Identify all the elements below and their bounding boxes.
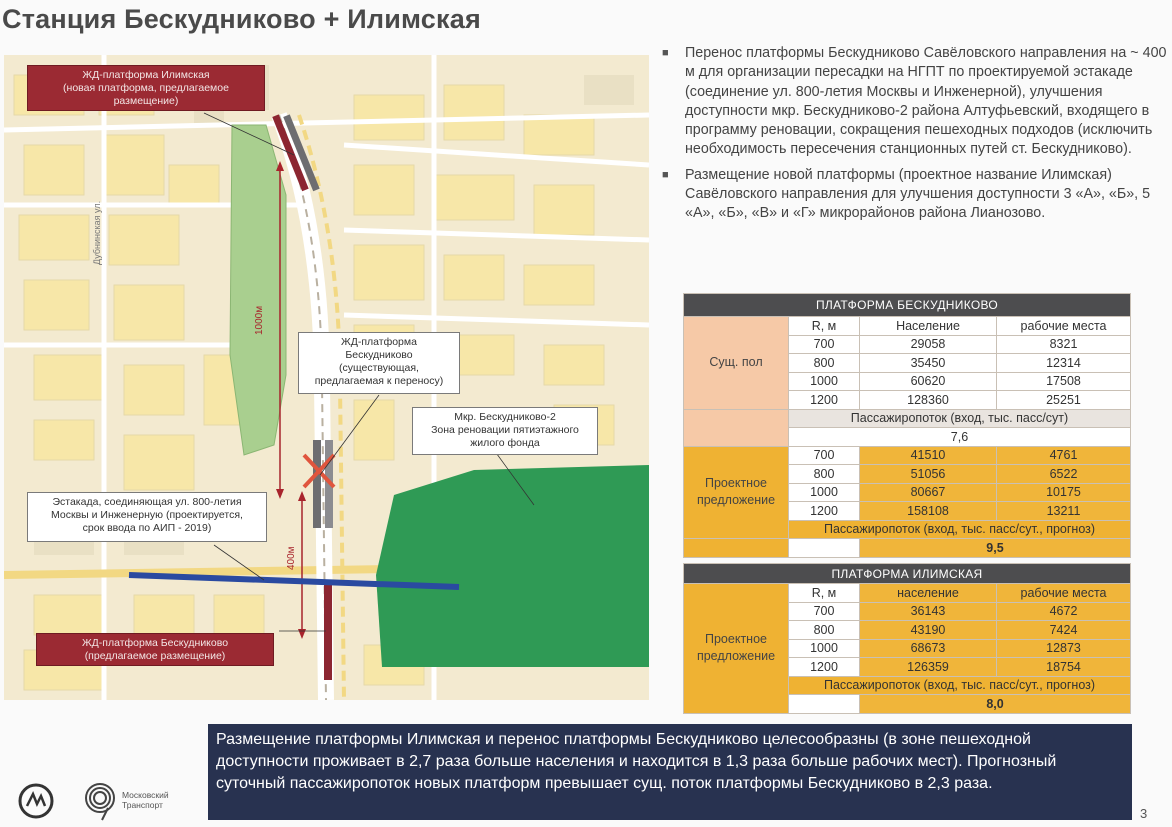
cell-r: 1000 — [789, 372, 860, 391]
cell-population: 60620 — [860, 372, 997, 391]
cell-jobs: 17508 — [997, 372, 1131, 391]
cell-jobs: 7424 — [997, 621, 1131, 640]
cell-r: 800 — [789, 465, 860, 484]
table-ilimskaya-title: ПЛАТФОРМА ИЛИМСКАЯ — [684, 564, 1131, 584]
map — [4, 55, 649, 700]
cell-jobs: 13211 — [997, 502, 1131, 521]
table-beskudnikovo-title: ПЛАТФОРМА БЕСКУДНИКОВО — [684, 294, 1131, 317]
table-beskudnikovo — [683, 293, 1131, 558]
col-header-population: население — [860, 584, 997, 603]
bullet-item — [660, 166, 1170, 224]
label-beskudnikovo-existing-text: ЖД-платформа Бескудниково (существующая, предлагаемая к переносу) — [314, 336, 444, 387]
summary-box — [208, 724, 1132, 820]
logo-graphic — [14, 780, 204, 822]
summary-text: Размещение платформы Илимская и перенос платформы Бескудниково целесообразны (в зоне пешеходной доступности проживает в 2,7 раза больше населения и находится в 1,3 раза больше рабочих мест). Прогнозный суточный пассажиропоток новых платформ превышает сущ. поток платформы Бескудниково в 2,3 раза. — [216, 731, 1057, 792]
label-estakada — [27, 492, 267, 542]
cell-population: 51056 — [860, 465, 997, 484]
flow-label-ilimskaya: Пассажиропоток (вход, тыс. пасс/сут., прогноз) — [789, 676, 1131, 695]
col-header-r: R, м — [789, 317, 860, 336]
cell-r: 1000 — [789, 483, 860, 502]
col-header-jobs: рабочие места — [997, 584, 1131, 603]
group-existing-filler — [684, 409, 789, 446]
cell-r: 1200 — [789, 502, 860, 521]
bullet-item — [660, 44, 1170, 160]
cell-population: 80667 — [860, 483, 997, 502]
platform-beskudnikovo-new — [324, 585, 332, 680]
bullet-text: Перенос платформы Бескудниково Савёловского направления на ~ 400 м для организации пересадки на НГПТ по проектируемой эстакаде (соединение ул. 800-летия Москвы и Инженерной), улучшения доступности мкр. Бескудниково-2 района Алтуфьевский, входящего в программу реновации, сокращения пешеходных подходов (исключить необходимость пересечения станционных путей ст. Бескудниково). — [685, 45, 1167, 158]
bullet-icon: ■ — [662, 168, 669, 181]
cell-jobs: 12314 — [997, 354, 1131, 373]
cell-r: 700 — [789, 335, 860, 354]
group-label-existing: Сущ. пол — [684, 317, 789, 410]
cell-r: 700 — [789, 446, 860, 465]
label-estakada-text: Эстакада, соединяющая ул. 800-летия Москвы и Инженерную (проектируется, срок ввода по АИП - 2019) — [51, 496, 243, 534]
flow-label-proposal: Пассажиропоток (вход, тыс. пасс/сут., прогноз) — [789, 520, 1131, 539]
label-beskudnikovo-existing — [298, 332, 460, 394]
platform-beskudnikovo-existing — [313, 440, 321, 528]
bullet-text: Размещение новой платформы (проектное название Илимская) Савёловского направления для улучшения доступности 3 «А», «Б», 5 «А», «Б», «В» и «Г» микрорайонов района Лианозово. — [685, 166, 1151, 222]
flow-label-existing: Пассажиропоток (вход, тыс. пасс/сут) — [789, 409, 1131, 428]
cell-population: 68673 — [860, 639, 997, 658]
cell-population: 41510 — [860, 446, 997, 465]
label-ilimskaya — [27, 65, 265, 111]
label-ilimskaya-text: ЖД-платформа Илимская (новая платформа, предлагаемое размещение) — [63, 69, 229, 107]
cell-r: 1200 — [789, 391, 860, 410]
cell-population: 35450 — [860, 354, 997, 373]
cell-jobs: 4761 — [997, 446, 1131, 465]
group-proposal-filler — [684, 539, 789, 558]
col-header-jobs: рабочие места — [997, 317, 1131, 336]
flow-value-proposal: 9,5 — [860, 539, 1131, 558]
flow-value-existing: 7,6 — [789, 428, 1131, 447]
label-renovation — [412, 407, 598, 455]
metro-logo-icon — [20, 785, 52, 817]
table-ilimskaya — [683, 563, 1131, 714]
cell-jobs: 6522 — [997, 465, 1131, 484]
cell-population: 43190 — [860, 621, 997, 640]
group-label-proposal: Проектное предложение — [684, 446, 789, 539]
group-label-ilimskaya: Проектное предложение — [684, 584, 789, 714]
cell-jobs: 18754 — [997, 658, 1131, 677]
cell-jobs: 4672 — [997, 602, 1131, 621]
bullet-list — [660, 44, 1170, 230]
cell-jobs: 12873 — [997, 639, 1131, 658]
cell-r: 700 — [789, 602, 860, 621]
logo-text: Московский Транспорт — [122, 790, 169, 810]
renovation-zone — [376, 465, 649, 667]
page-number: 3 — [1140, 806, 1148, 821]
flow-value-spacer — [789, 539, 860, 558]
col-header-population: Население — [860, 317, 997, 336]
label-renovation-text: Мкр. Бескудниково-2 Зона реновации пятиэтажного жилого фонда — [431, 411, 579, 449]
logos — [14, 780, 204, 820]
cell-r: 1000 — [789, 639, 860, 658]
cell-population: 158108 — [860, 502, 997, 521]
cell-r: 800 — [789, 354, 860, 373]
label-beskudnikovo-new — [36, 633, 274, 666]
distance-label-1000: 1000м — [254, 305, 265, 335]
cell-population: 126359 — [860, 658, 997, 677]
flow-value-ilimskaya: 8,0 — [860, 695, 1131, 714]
col-header-r: R, м — [789, 584, 860, 603]
cell-r: 1200 — [789, 658, 860, 677]
label-beskudnikovo-new-text: ЖД-платформа Бескудниково (предлагаемое размещение) — [81, 637, 229, 662]
cell-population: 29058 — [860, 335, 997, 354]
cell-population: 36143 — [860, 602, 997, 621]
cell-jobs: 8321 — [997, 335, 1131, 354]
cell-jobs: 25251 — [997, 391, 1131, 410]
transport-logo-icon — [86, 784, 114, 820]
cell-jobs: 10175 — [997, 483, 1131, 502]
street-label: Дубнинская ул. — [92, 200, 102, 265]
cell-population: 128360 — [860, 391, 997, 410]
page-title: Станция Бескудниково + Илимская — [2, 4, 481, 34]
bullet-icon: ■ — [662, 47, 669, 59]
cell-r: 800 — [789, 621, 860, 640]
flow-value-spacer — [789, 695, 860, 714]
distance-label-400: 400м — [286, 546, 297, 570]
